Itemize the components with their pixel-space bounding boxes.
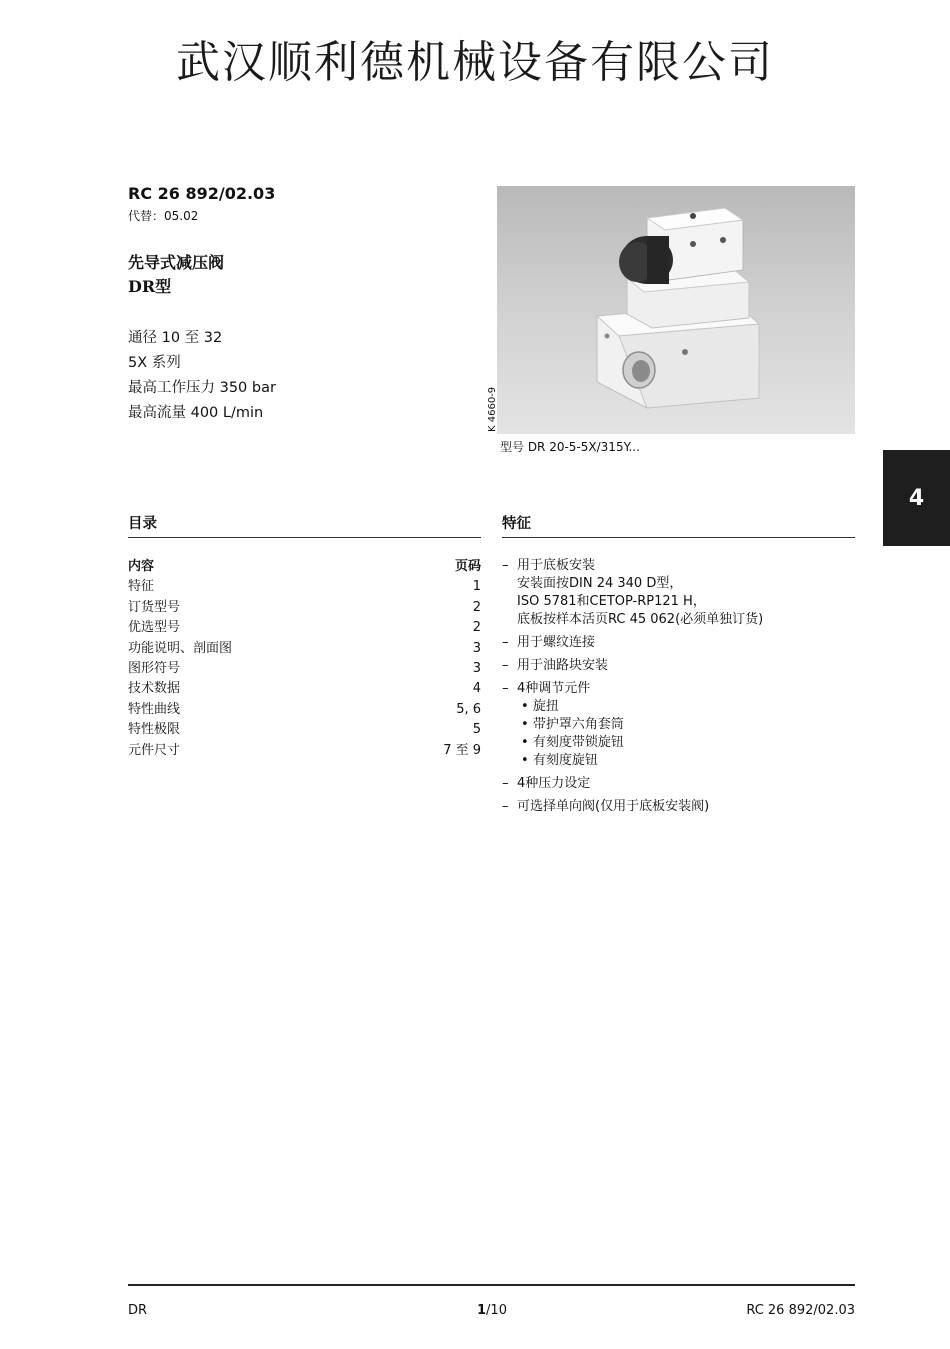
- toc-page: 5, 6: [456, 701, 481, 717]
- toc-row: [128, 741, 481, 761]
- toc-page: 2: [472, 620, 481, 636]
- footer-page-current: 1: [477, 1303, 487, 1318]
- feature-item: [502, 657, 855, 675]
- spec-item: 最高流量 400 L/min: [128, 405, 264, 421]
- feature-item: [502, 798, 855, 816]
- feature-text: ISO 5781和CETOP-RP121 H，: [517, 594, 706, 609]
- footer-page-number: [477, 1303, 507, 1318]
- dash-marker: –: [502, 558, 509, 573]
- feature-text: 4种压力设定: [517, 776, 591, 791]
- toc-label: 技术数据: [128, 681, 181, 697]
- toc-page: 5: [472, 722, 481, 738]
- features-divider: [502, 537, 855, 538]
- toc-page: 3: [472, 660, 481, 676]
- toc-label: 订货型号: [128, 599, 181, 615]
- toc-row: [128, 659, 481, 679]
- toc-col-content: 内容: [128, 559, 155, 574]
- features-heading: 特征: [502, 515, 531, 532]
- photo-code: K 4660-9: [487, 386, 498, 432]
- product-title-line2: DR型: [128, 277, 172, 296]
- toc-label: 功能说明、剖面图: [128, 640, 233, 656]
- footer-left: DR: [128, 1303, 148, 1318]
- toc-page: 1: [472, 579, 481, 595]
- toc-page: 4: [472, 681, 481, 697]
- dash-marker: –: [502, 776, 509, 791]
- toc-row: [128, 700, 481, 720]
- toc-row: [128, 577, 481, 597]
- bullet-item: • 带护罩六角套筒: [517, 716, 624, 734]
- toc-label: 优选型号: [128, 620, 181, 636]
- features-list: [502, 557, 855, 821]
- feature-item: [502, 557, 855, 629]
- bullet-item: • 旋扭: [517, 698, 624, 716]
- toc-row: [128, 598, 481, 618]
- spec-list: [128, 326, 276, 426]
- feature-text: 用于底板安装: [517, 558, 596, 573]
- section-tab-marker: 4: [883, 450, 950, 546]
- replaces-note: 代替：05.02: [128, 209, 199, 223]
- document-number: RC 26 892/02.03: [128, 184, 276, 203]
- feature-item: [502, 775, 855, 793]
- dash-marker: –: [502, 681, 509, 696]
- feature-text: 用于油路块安装: [517, 658, 609, 673]
- toc-label: 特性极限: [128, 722, 181, 738]
- spec-item: 5X 系列: [128, 355, 181, 371]
- dash-marker: –: [502, 635, 509, 650]
- feature-item: [502, 634, 855, 652]
- toc-row: [128, 618, 481, 638]
- toc-row: [128, 639, 481, 659]
- footer-page-total: /10: [486, 1303, 507, 1318]
- toc-row: [128, 720, 481, 740]
- valve-illustration: [497, 186, 855, 434]
- feature-text: 用于螺纹连接: [517, 635, 596, 650]
- toc-heading: 目录: [128, 515, 157, 532]
- footer-right: RC 26 892/02.03: [746, 1303, 855, 1318]
- bullet-item: • 有刻度带锁旋钮: [517, 734, 624, 752]
- bullet-item: • 有刻度旋钮: [517, 752, 624, 770]
- product-title: [128, 251, 224, 299]
- toc-label: 特性曲线: [128, 701, 181, 717]
- toc-header-row: [128, 557, 481, 577]
- feature-text: 可选择单向阀(仅用于底板安装阀): [517, 799, 710, 814]
- toc-page: 2: [472, 599, 481, 615]
- dash-marker: –: [502, 658, 509, 673]
- toc-label: 元件尺寸: [128, 742, 181, 758]
- photo-caption: 型号 DR 20-5-5X/315Y...: [500, 440, 640, 454]
- company-name: 武汉顺利德机械设备有限公司: [176, 37, 774, 88]
- toc-row: [128, 679, 481, 699]
- feature-text: 安装面按DIN 24 340 D型，: [517, 576, 683, 591]
- spec-item: 通径 10 至 32: [128, 330, 223, 346]
- toc-label: 图形符号: [128, 660, 181, 676]
- feature-item: [502, 680, 855, 770]
- toc-table: [128, 557, 481, 761]
- toc-label: 特征: [128, 579, 155, 595]
- spec-item: 最高工作压力 350 bar: [128, 380, 276, 396]
- toc-page: 7 至 9: [443, 742, 481, 758]
- product-photo: [497, 186, 855, 434]
- toc-col-page: 页码: [454, 559, 481, 574]
- product-title-line1: 先导式减压阀: [128, 253, 225, 272]
- feature-text: 底板按样本活页RC 45 062(必须单独订货): [517, 612, 764, 627]
- toc-divider: [128, 537, 481, 538]
- feature-text: 4种调节元件: [517, 681, 591, 696]
- toc-page: 3: [472, 640, 481, 656]
- footer-divider: [128, 1284, 855, 1286]
- dash-marker: –: [502, 799, 509, 814]
